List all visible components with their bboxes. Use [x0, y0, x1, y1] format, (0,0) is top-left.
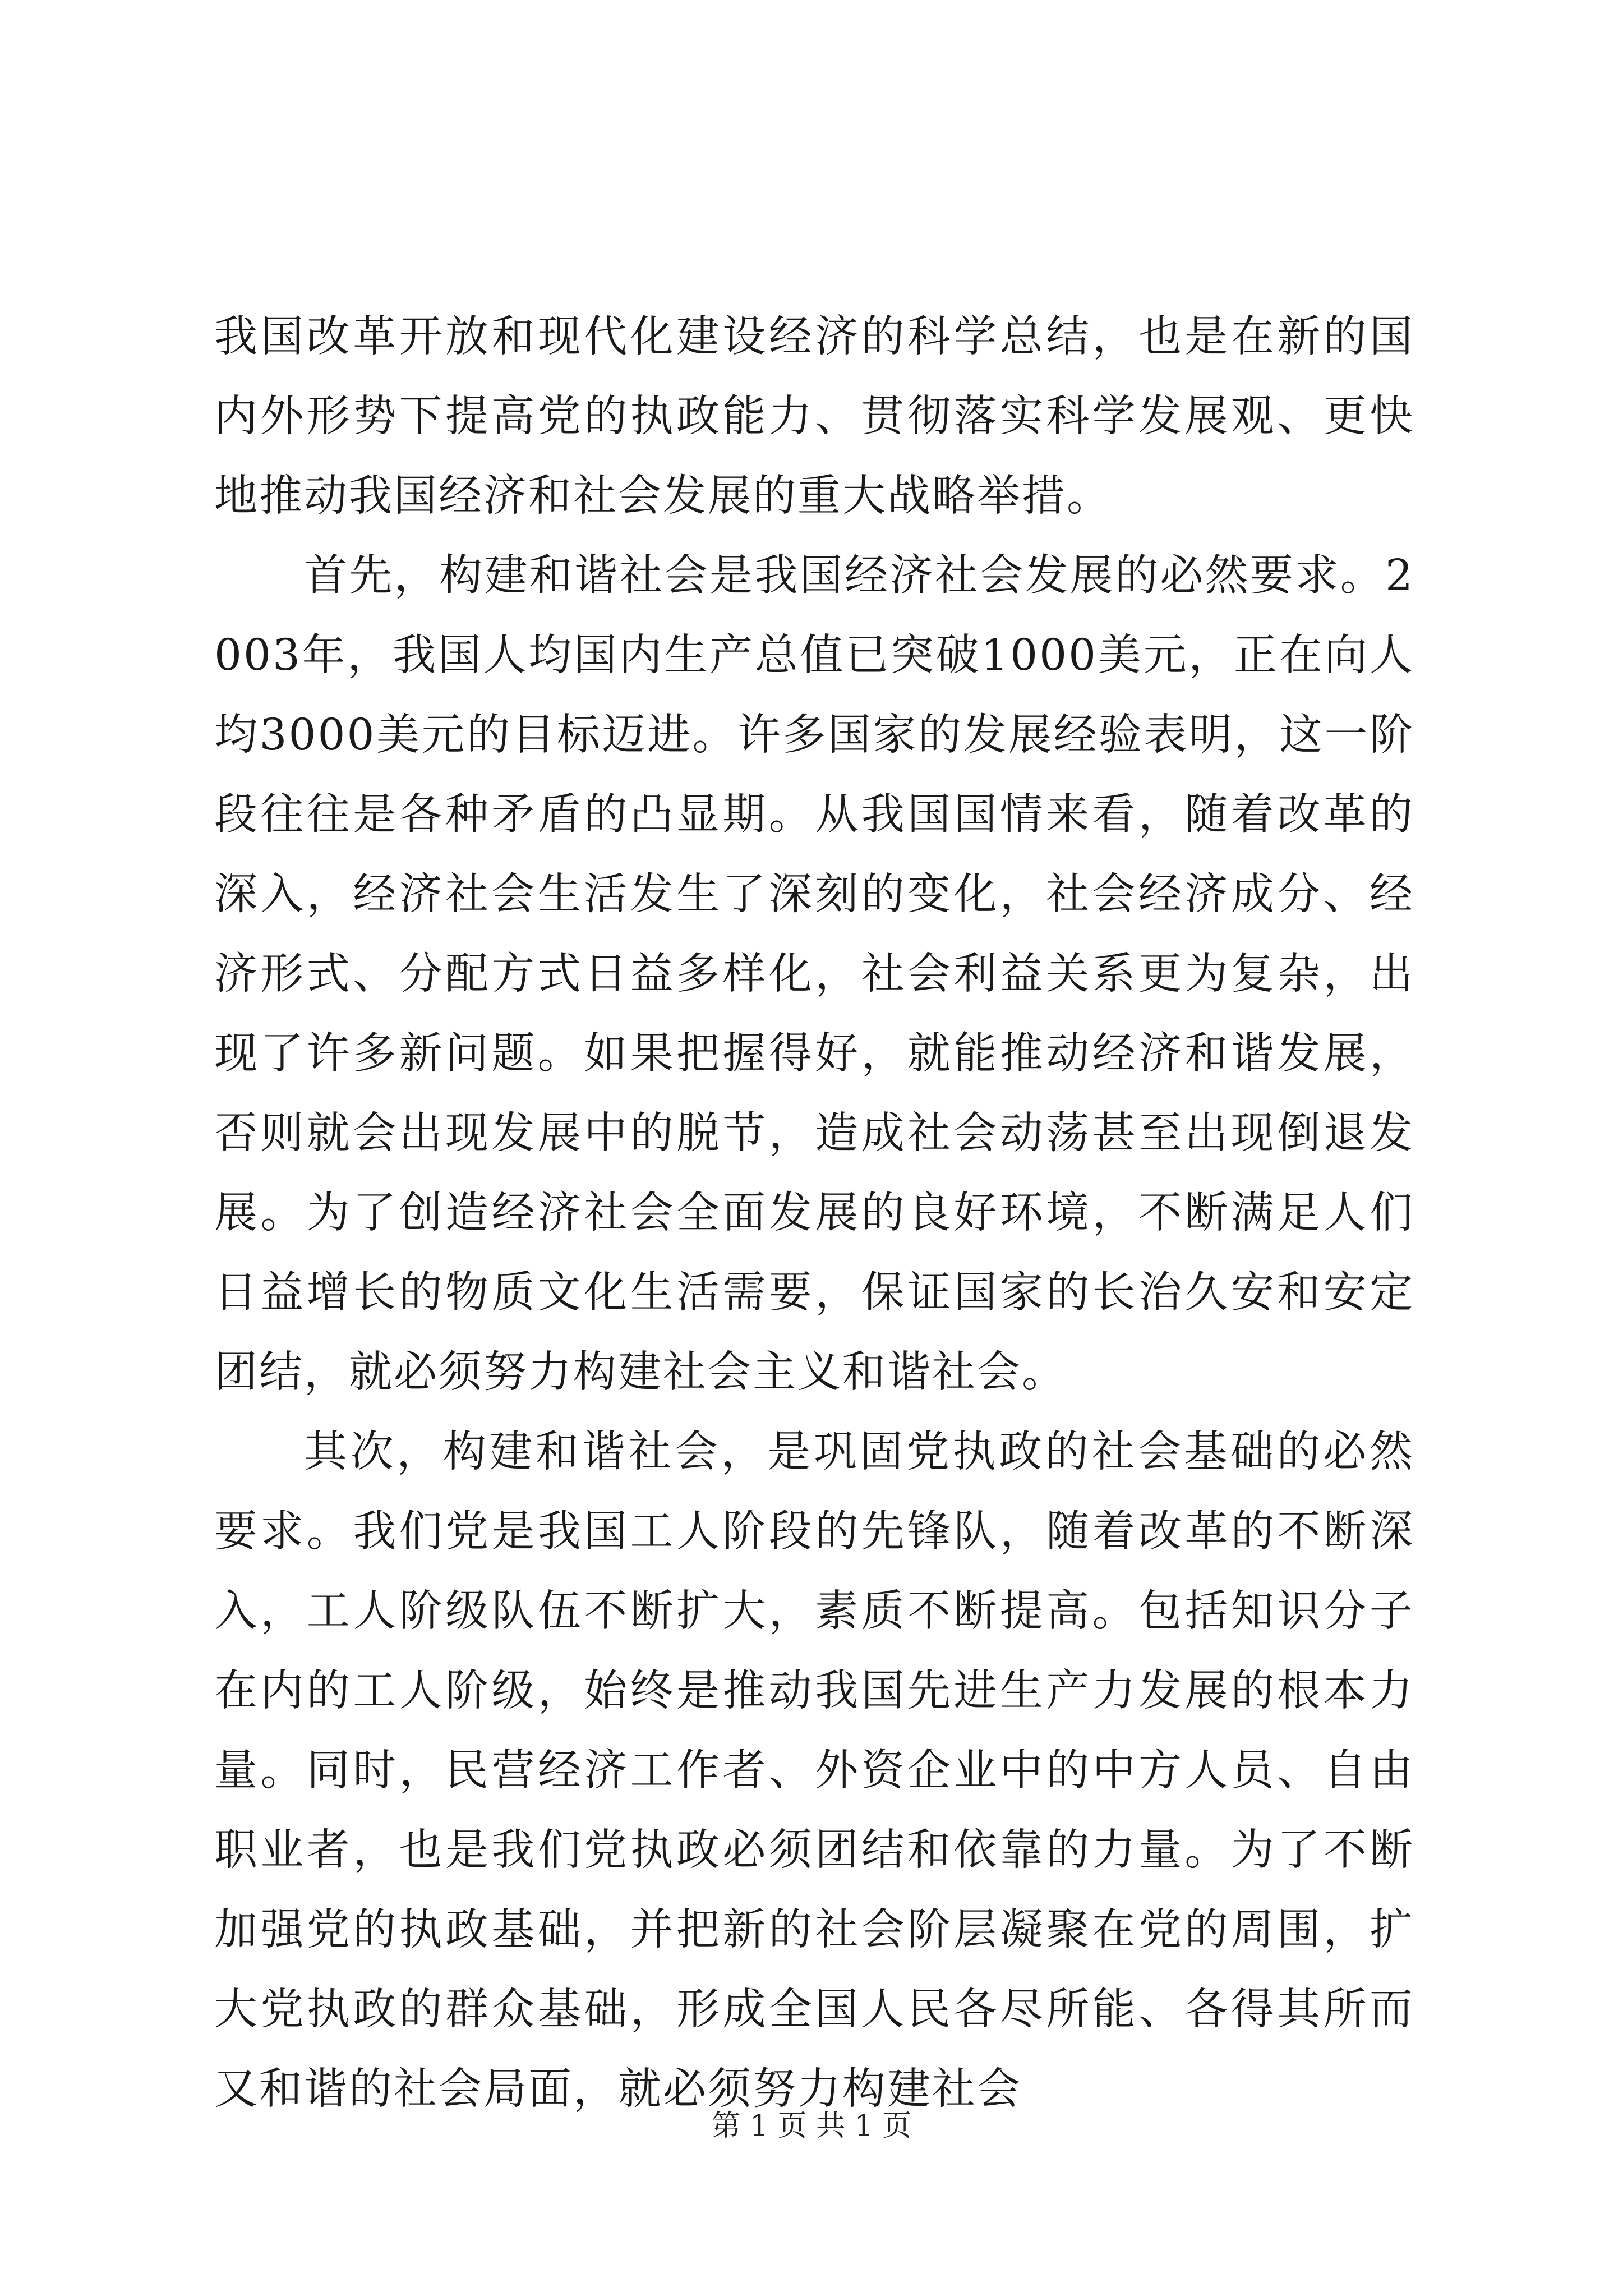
paragraph-continuation: 我国改革开放和现代化建设经济的科学总结，也是在新的国内外形势下提高党的执政能力、贯彻落实科学发展观、更快地推动我国经济和社会发展的重大战略举措。	[214, 312, 1414, 521]
paragraph-second-point: 其次，构建和谐社会，是巩固党执政的社会基础的必然要求。我们党是我国工人阶段的先锋队，随着改革的不断深入，工人阶级队伍不断扩大，素质不断提高。包括知识分子在内的工人阶级，始终是推动我国先进生产力发展的根本力量。同时，民营经济工作者、外资企业中的中方人员、自由职业者，也是我们党执政必须团结和依靠的力量。为了不断加强党的执政基础，并把新的社会阶层凝聚在党的周围，扩大党执政的群众基础，形成全国人民各尽所能、各得其所而又和谐的社会局面，就必须努力构建社会	[214, 1427, 1414, 2114]
document-body	[214, 297, 1414, 2129]
page-footer: 第 1 页 共 1 页	[711, 2109, 912, 2143]
paragraph-first-point: 首先，构建和谐社会是我国经济社会发展的必然要求。2003年，我国人均国内生产总值已突破1000美元，正在向人均3000美元的目标迈进。许多国家的发展经验表明，这一阶段往往是各种矛盾的凸显期。从我国国情来看，随着改革的深入，经济社会生活发生了深刻的变化，社会经济成分、经济形式、分配方式日益多样化，社会利益关系更为复杂，出现了许多新问题。如果把握得好，就能推动经济和谐发展，否则就会出现发展中的脱节，造成社会动荡甚至出现倒退发展。为了创造经济社会全面发展的良好环境，不断满足人们日益增长的物质文化生活需要，保证国家的长治久安和安定团结，就必须努力构建社会主义和谐社会。	[214, 551, 1414, 1397]
